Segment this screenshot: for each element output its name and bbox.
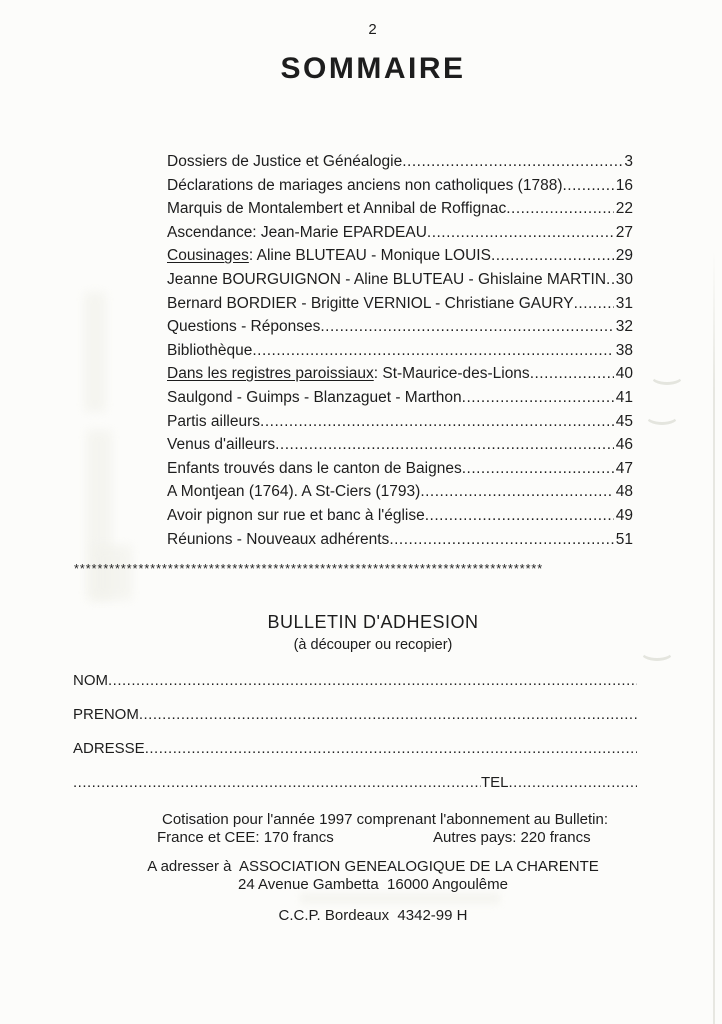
- dotted-fill-line: [145, 739, 637, 758]
- dot-leader: [402, 150, 622, 174]
- association-address-line2: 24 Avenue Gambetta 16000 Angoulême: [238, 876, 508, 893]
- dot-leader: [389, 528, 613, 552]
- toc-entry: [167, 315, 633, 339]
- dot-leader: [563, 174, 614, 198]
- toc-page-number: 30: [615, 270, 633, 288]
- dot-leader: [462, 386, 614, 410]
- toc-entry-label: A Montjean (1764). A St-Ciers (1793): [167, 483, 421, 501]
- toc-entry-label: Avoir pignon sur rue et banc à l'église: [167, 506, 425, 524]
- toc-entry: [167, 174, 633, 198]
- dot-leader: [462, 457, 614, 481]
- toc-entry-label: Ascendance: Jean-Marie EPARDEAU: [167, 223, 427, 241]
- bulletin-title: BULLETIN D'ADHESION: [267, 612, 479, 632]
- toc-entry: [167, 362, 633, 386]
- toc-entry-label: Questions - Réponses: [167, 318, 321, 336]
- page-number: 2: [368, 21, 378, 38]
- dot-leader: [260, 410, 614, 434]
- toc-entry-label: Partis ailleurs: [167, 412, 261, 430]
- toc-page-number: 49: [615, 506, 633, 524]
- toc-page-number: 16: [615, 176, 633, 194]
- nom-label: NOM: [73, 672, 108, 689]
- toc-page-number: 40: [615, 365, 633, 383]
- dot-leader: [606, 268, 614, 292]
- toc-entry: [167, 457, 633, 481]
- dot-leader: [320, 315, 613, 339]
- toc-entry-label: Marquis de Montalembert et Annibal de Roffignac: [167, 200, 507, 218]
- toc-page-number: 41: [615, 388, 633, 406]
- toc-entry-label: Bernard BORDIER - Brigitte VERNIOL - Christiane GAURY: [167, 294, 574, 312]
- dotted-fill-line: [73, 773, 481, 792]
- toc-page-number: 29: [615, 247, 633, 265]
- toc-page-number: 27: [615, 223, 633, 241]
- toc-entry: [167, 504, 633, 528]
- toc-entry: [167, 528, 633, 552]
- toc-page-number: 51: [615, 530, 633, 548]
- toc-entry-label: Dans les registres paroissiaux: St-Maurice-des-Lions: [167, 365, 530, 383]
- prenom-label: PRENOM: [73, 706, 139, 723]
- fee-france: France et CEE: 170 francs: [157, 829, 334, 846]
- dot-leader: [530, 362, 614, 386]
- form-field-adresse: [73, 739, 637, 758]
- toc-entry: [167, 386, 633, 410]
- dotted-fill-line: [509, 773, 637, 792]
- toc-page-number: 38: [615, 341, 633, 359]
- dot-leader: [275, 433, 614, 457]
- scan-artifact: [84, 292, 106, 412]
- toc-entry: [167, 268, 633, 292]
- toc-page-number: 31: [615, 294, 633, 312]
- toc-entry-label: Dossiers de Justice et Généalogie: [167, 153, 403, 170]
- tel-label: TEL: [481, 774, 509, 791]
- association-address-line1: A adresser à ASSOCIATION GENEALOGIQUE DE LA CHARENTE: [147, 858, 599, 875]
- toc-entry: [167, 197, 633, 221]
- scan-artifact: [650, 366, 684, 385]
- toc-entry: [167, 244, 633, 268]
- toc-entry: [167, 221, 633, 245]
- toc-page-number: 32: [615, 318, 633, 336]
- toc-entry-label: Jeanne BOURGUIGNON - Aline BLUTEAU - Ghislaine MARTIN: [167, 270, 607, 288]
- ccp-account: C.C.P. Bordeaux 4342-99 H: [278, 907, 468, 924]
- dot-leader: [506, 197, 614, 221]
- toc-entry-label: Réunions - Nouveaux adhérents: [167, 530, 390, 548]
- dot-leader: [491, 244, 614, 268]
- toc-entry-label: Enfants trouvés dans le canton de Baignes: [167, 459, 462, 477]
- toc-page-number: 48: [615, 483, 633, 501]
- toc-entry: [167, 339, 633, 363]
- dot-leader: [574, 292, 614, 316]
- toc-entry: [167, 433, 633, 457]
- scan-artifact: [300, 893, 500, 904]
- bulletin-subtitle: (à découper ou recopier): [293, 637, 453, 653]
- dot-leader: [420, 480, 613, 504]
- toc-page-number: 22: [615, 200, 633, 218]
- dot-leader: [252, 339, 613, 363]
- scan-artifact: [645, 406, 679, 425]
- adresse-label: ADRESSE: [73, 740, 145, 757]
- table-of-contents: [167, 150, 633, 551]
- toc-entry-label: Saulgond - Guimps - Blanzaguet - Marthon: [167, 388, 462, 406]
- form-field-nom: [73, 671, 637, 690]
- toc-entry: [167, 410, 633, 434]
- form-field-prenom: [73, 705, 637, 724]
- fee-other-countries: Autres pays: 220 francs: [433, 829, 591, 846]
- dotted-fill-line: [139, 705, 637, 724]
- dotted-fill-line: [108, 671, 637, 690]
- toc-entry-label: Venus d'ailleurs: [167, 436, 276, 454]
- page-title: SOMMAIRE: [280, 52, 466, 85]
- form-field-tel: [73, 773, 637, 792]
- toc-entry-label: Cousinages: Aline BLUTEAU - Monique LOUIS: [167, 247, 491, 265]
- cotisation-text: Cotisation pour l'année 1997 comprenant l'abonnement au Bulletin:: [161, 811, 609, 828]
- toc-page-number: 47: [615, 459, 633, 477]
- toc-entry-label: Déclarations de mariages anciens non catholiques (1788): [167, 176, 563, 194]
- toc-entry: [167, 150, 633, 174]
- toc-entry: [167, 480, 633, 504]
- dot-leader: [425, 504, 614, 528]
- toc-page-number: 3: [624, 153, 633, 170]
- asterisk-divider: ********************************************************************************: [74, 562, 544, 576]
- toc-page-number: 46: [615, 436, 633, 454]
- toc-page-number: 45: [615, 412, 633, 430]
- dot-leader: [427, 221, 614, 245]
- toc-entry: [167, 292, 633, 316]
- toc-entry-label: Bibliothèque: [167, 341, 253, 359]
